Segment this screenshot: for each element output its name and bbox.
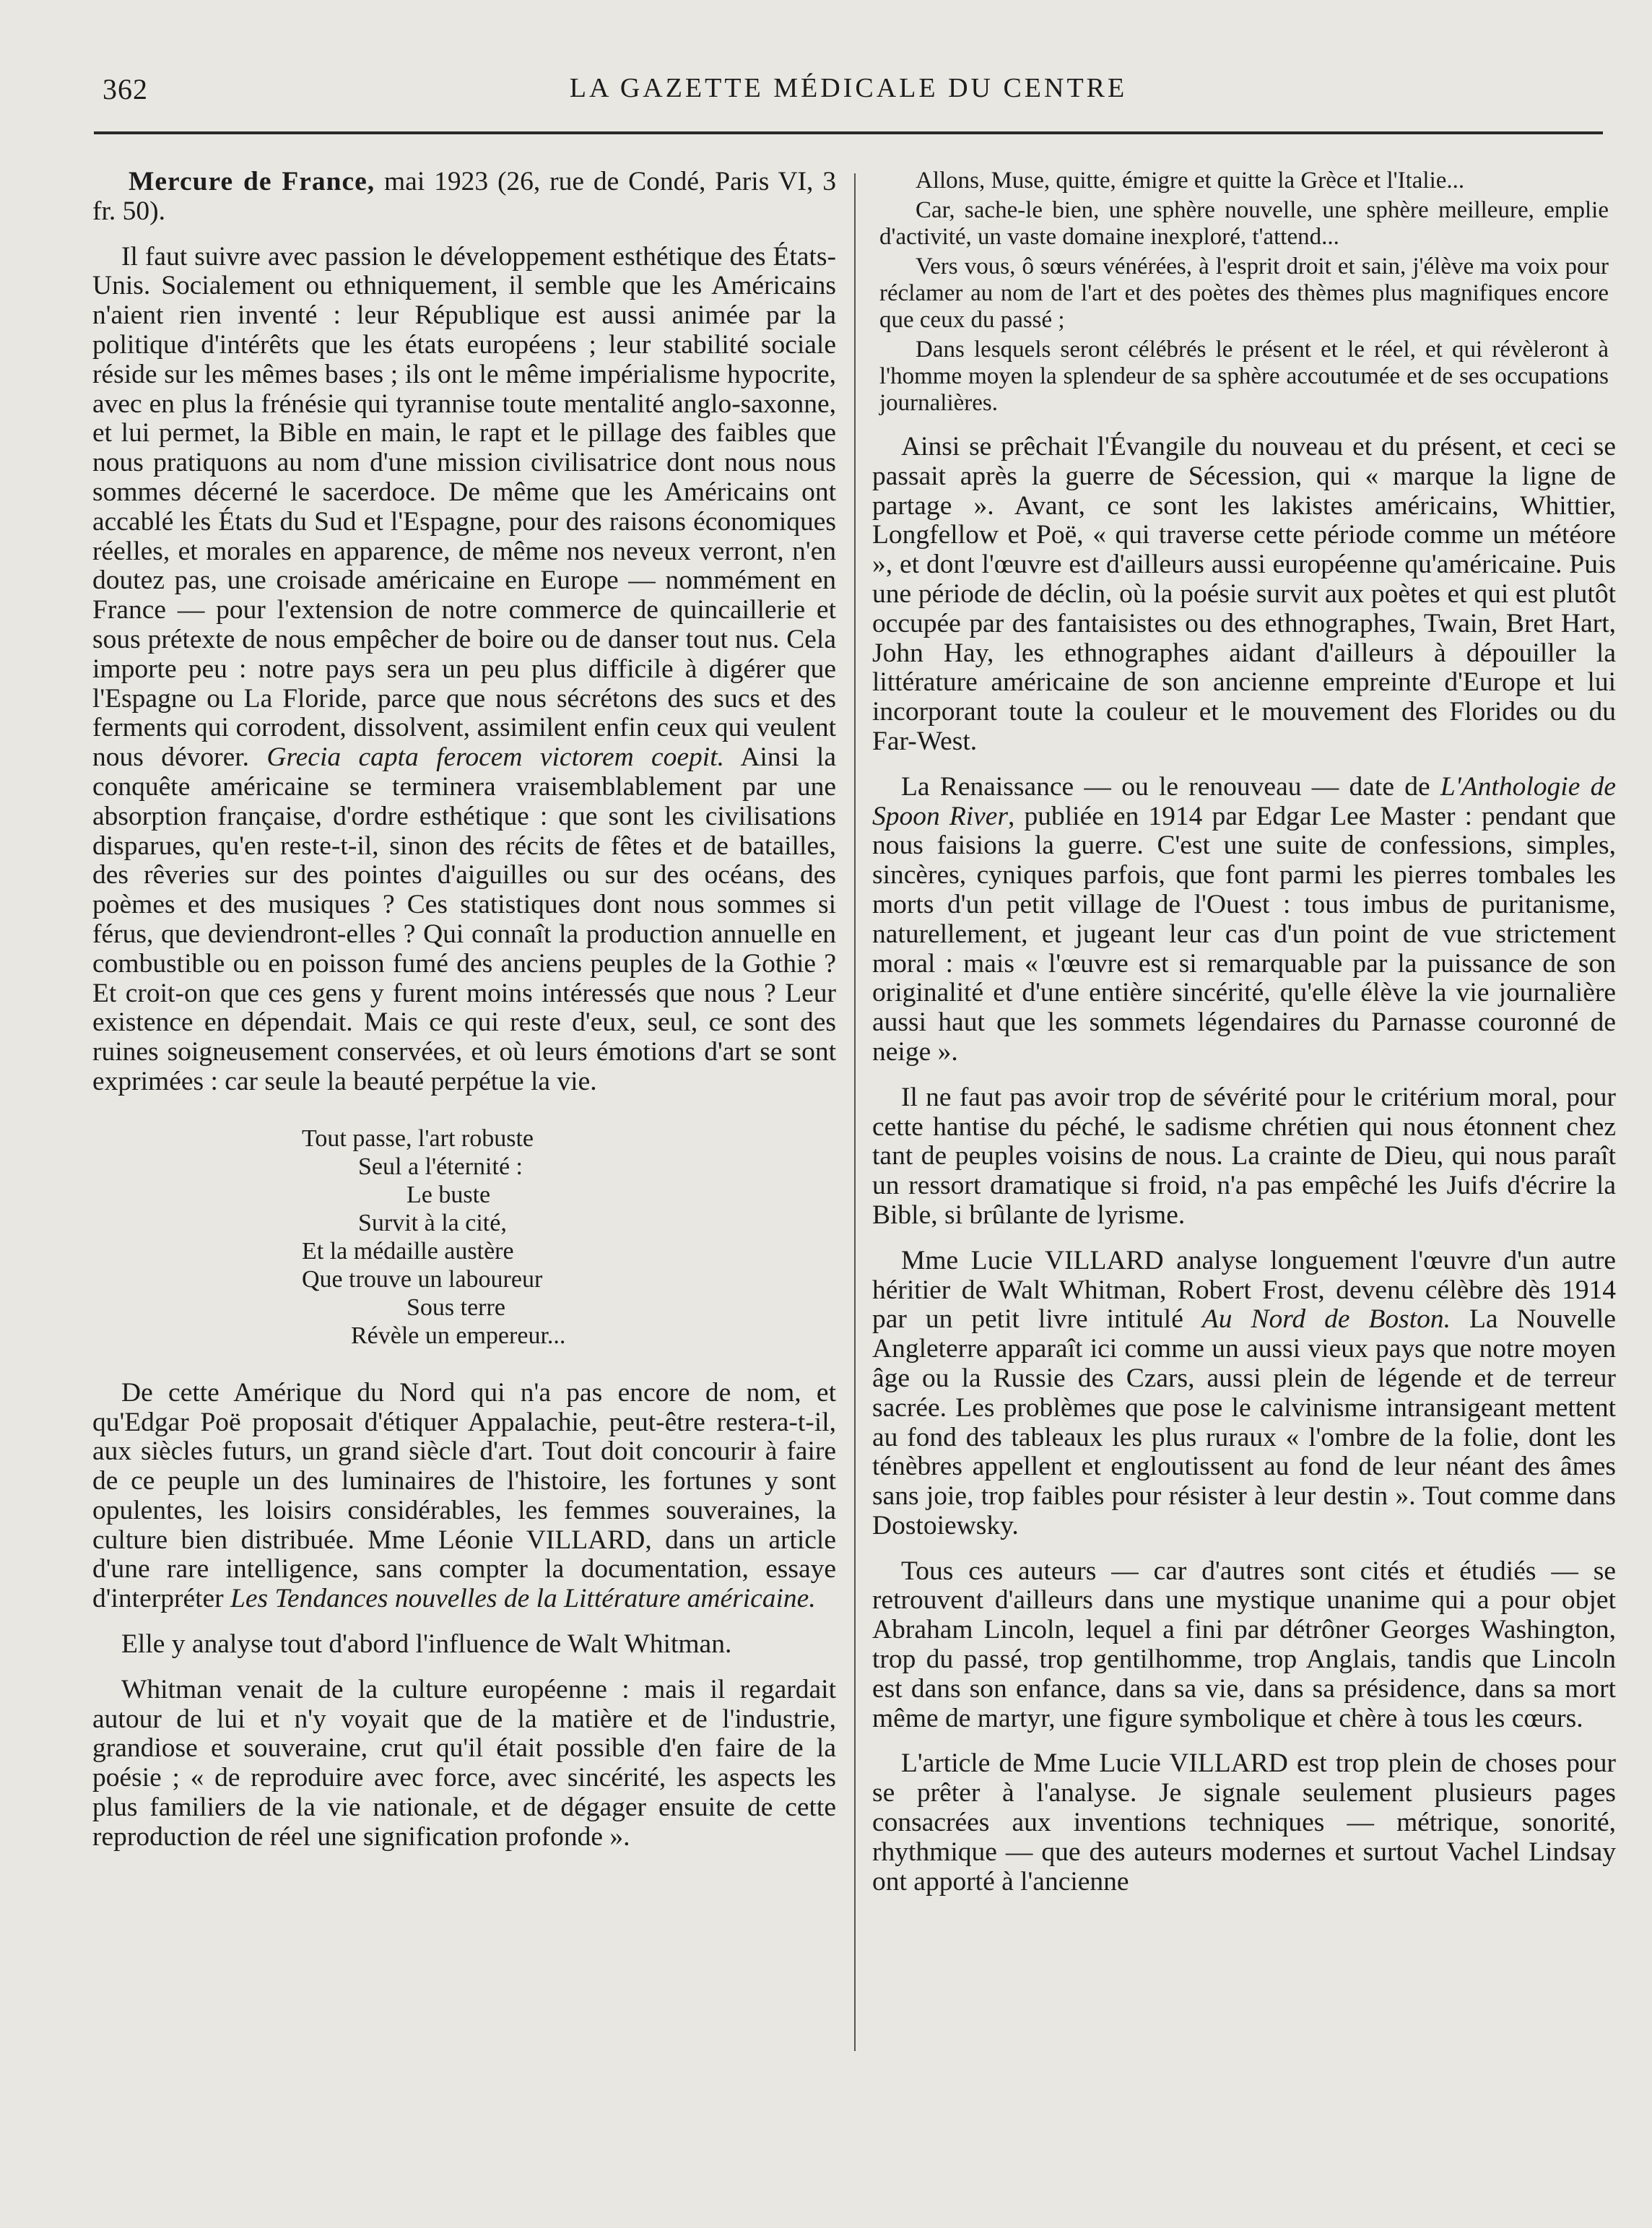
source-details: mai 1923 (26, rue de Condé, Paris VI, 3 fr. 50). <box>92 167 837 226</box>
book-title: Au Nord de Boston. <box>1201 1304 1451 1335</box>
poem-line: Seul a l'éternité : <box>358 1153 523 1180</box>
poem <box>92 1124 836 1350</box>
left-paragraph-2: De cette Amérique du Nord qui n'a pas encore de nom, et qu'Edgar Poë proposait d'étiquer Appalachie, peut-être restera-t-il, aux siècles futurs, un grand siècle d'art. Tout doit concourir à faire de ce peuple un des luminaires de l'histoire, les fortunes y sont opulentes, les loisirs considérables, les femmes souveraines, la culture bien distribuée. Mme Léonie VILLARD, dans un article d'une rare intelligence, sans compter la documentation, essaye d'interpréter Les Tendances nouvelles de la Littérature américaine. <box>92 1377 836 1614</box>
left-paragraph-1: Il faut suivre avec passion le développement esthétique des États-Unis. Socialement ou ethniquement, il semble que les Américains n'aient rien inventé : leur République est aussi animée par la politique d'intérêts que les états européens ; leur stabilité sociale réside sur les mêmes bases ; ils ont le même impérialisme hypocrite, avec en plus la frénésie qui tyrannise toute mentalité anglo-saxonne, et lui permet, la Bible en main, le rapt et le pillage des faibles que nous pratiquons au nom d'une mission civilisatrice dont nous nous sommes décerné le sacerdoce. De même que les Américains ont accablé les États du Sud et l'Espagne, pour des raisons économiques réelles, et morales en apparence, de même nos neveux verront, n'en doutez pas, une croisade américaine en Europe — nommément en France — pour l'extension de notre commerce de quincaillerie et sous prétexte de nous empêcher de boire ou de danser tout nus. Cela importe peu : notre pays sera un peu plus difficile à digérer que l'Espagne ou La Floride, parce que nous sécrétons des sucs et des ferments qui corrodent, dissolvent, assimilent enfin ceux qui veulent nous dévorer. Grecia capta ferocem victorem coepit. Ainsi la conquête américaine se terminera vraisemblablement par une absorption française, d'ordre esthétique : que sont les civilisations disparues, qu'en reste-t-il, sinon des récits de fêtes et de batailles, des rêveries sur des pointes d'aiguilles ou sur des océans, des poèmes et des musiques ? Ces statistiques dont nous sommes si férus, que deviendront-elles ? Qui connaît la production annuelle en combustible ou en poisson fumé des anciens peuples de la Gothie ? Et croit-on que ces gens y furent moins intéressés que nous ? Leur existence en dépendait. Mais ce qui reste d'eux, seul, ce sont des ruines soigneusement conservées, et où leurs émotions d'art se sont exprimées : car seule la beauté perpétue la vie. <box>92 241 836 1096</box>
page-header <box>94 72 1603 116</box>
right-paragraph-5: Tous ces auteurs — car d'autres sont cités et étudiés — se retrouvent d'ailleurs dans une mystique unanime qui a pour objet Abraham Lincoln, lequel a fini par détrôner Georges Washington, trop du passé, trop gentilhomme, trop Anglais, tandis que Lincoln est dans son enfance, dans sa vie, dans sa présidence, dans sa mort même de martyr, une figure symbolique et chère à tous les cœurs. <box>872 1556 1616 1733</box>
journal-title: LA GAZETTE MÉDICALE DU CENTRE <box>569 73 1128 103</box>
poem-line: Que trouve un laboureur <box>302 1265 543 1293</box>
column-divider <box>854 173 856 2051</box>
poem-line: Survit à la cité, <box>358 1209 507 1236</box>
left-column <box>92 168 836 1852</box>
poem-line: Tout passe, l'art robuste <box>302 1124 534 1152</box>
left-paragraph-3: Elle y analyse tout d'abord l'influence de Walt Whitman. <box>121 1629 732 1660</box>
poem-line: Révèle un empereur... <box>351 1322 566 1349</box>
poem-line: Sous terre <box>407 1293 505 1321</box>
right-paragraph-1: Ainsi se prêchait l'Évangile du nouveau et du présent, et ceci se passait après la guerre de Sécession, qui « marque la ligne de partage ». Avant, ce sont les lakistes américains, Whittier, Longfellow et Poë, « qui traverse cette période comme un météore », et dont l'œuvre est d'ailleurs aussi européenne qu'américaine. Puis une période de déclin, où la poésie survit aux poètes et qui est plutôt occupée par des fantaisistes ou des ethnographes, Twain, Bret Hart, John Hay, les ethnographes aidant d'ailleurs à dépouiller la littérature américaine de son ancienne empreinte d'Europe et lui incorporant toute la couleur et le mouvement des Florides ou du Far-West. <box>872 432 1616 756</box>
article-title: Les Tendances nouvelles de la Littérature américaine. <box>230 1584 816 1614</box>
source-line <box>92 168 836 227</box>
right-paragraph-3: Il ne faut pas avoir trop de sévérité pour le critérium moral, pour cette hantise du péché, le sadisme chrétien qui nous étonnent chez tant de peuples voisins de nous. La crainte de Dieu, qui nous paraît un ressort dramatique si froid, n'a pas empêché les Juifs d'écrire la Bible, si brûlante de lyrisme. <box>872 1082 1616 1230</box>
right-paragraph-2: La Renaissance — ou le renouveau — date de L'Anthologie de Spoon River, publiée en 1914 par Edgar Lee Master : pendant que nous faisions la guerre. C'est une suite de confessions, simples, sincères, cyniques parfois, que font parmi les pierres tombales les morts d'un petit village de l'Ouest : tous imbus de puritanisme, naturellement, et jugeant leur cas d'un point de vue strictement moral : mais « l'œuvre est si remarquable par la puissance de son originalité et d'une entière sincérité, qu'elle élève la vie journalière aussi haut que les sommets légendaires du Parnasse couronné de neige ». <box>872 771 1617 1067</box>
quote-line: Vers vous, ô sœurs vénérées, à l'esprit droit et sain, j'élève ma voix pour réclamer au nom de l'art et des poètes des thèmes plus magnifiques encore que ceux du passé ; <box>879 253 1609 333</box>
page-number: 362 <box>103 73 148 105</box>
whitman-quote <box>872 168 1616 417</box>
poem-line: Et la médaille austère <box>302 1237 514 1265</box>
latin-quote: Grecia capta ferocem victorem coepit. <box>266 742 725 773</box>
book-title: L'Anthologie de Spoon River <box>872 771 1617 831</box>
left-paragraph-4: Whitman venait de la culture européenne : mais il regardait autour de lui et n'y voyait que de la matière et de l'industrie, grandiose et souveraine, crut qu'il était possible d'en faire de la poésie ; « de reproduire avec force, avec sincérité, les aspects les plus familiers de la vie nationale, et de dégager ensuite de cette reproduction de réel une signification profonde ». <box>92 1674 836 1852</box>
quote-line: Car, sache-le bien, une sphère nouvelle, une sphère meilleure, emplie d'activité, un vaste domaine inexploré, t'attend... <box>879 197 1609 250</box>
right-paragraph-6: L'article de Mme Lucie VILLARD est trop plein de choses pour se prêter à l'analyse. Je signale seulement plusieurs pages consacrées aux inventions techniques — métrique, sonorité, rhythmique — que des auteurs modernes et surtout Vachel Lindsay ont apporté à l'ancienne <box>872 1748 1616 1897</box>
source-name: Mercure de France, <box>129 167 375 196</box>
poem-line: Le buste <box>407 1181 491 1208</box>
quote-line: Dans lesquels seront célébrés le présent et le réel, et qui révèleront à l'homme moyen la splendeur de sa sphère accoutumée et de ses occupations journalières. <box>879 337 1609 416</box>
header-rule <box>94 131 1603 134</box>
right-column <box>872 168 1616 1897</box>
quote-line: Allons, Muse, quitte, émigre et quitte la Grèce et l'Italie... <box>916 168 1465 194</box>
right-paragraph-4: Mme Lucie VILLARD analyse longuement l'œuvre d'un autre héritier de Walt Whitman, Robert Frost, devenu célèbre dès 1914 par un petit livre intitulé Au Nord de Boston. La Nouvelle Angleterre apparaît ici comme un aussi vieux pays que notre moyen âge ou la Russie des Czars, aussi plein de légende et de terreur sacrée. Les problèmes que pose le calvinisme intransigeant mettent au fond des tableaux les plus ruraux « l'ombre de la folie, dont les ténèbres appellent et engloutissent au fond de leur néant des âmes sans joie, trop faibles pour résister à leur destin ». Tout comme dans Dostoiewsky. <box>872 1245 1616 1540</box>
